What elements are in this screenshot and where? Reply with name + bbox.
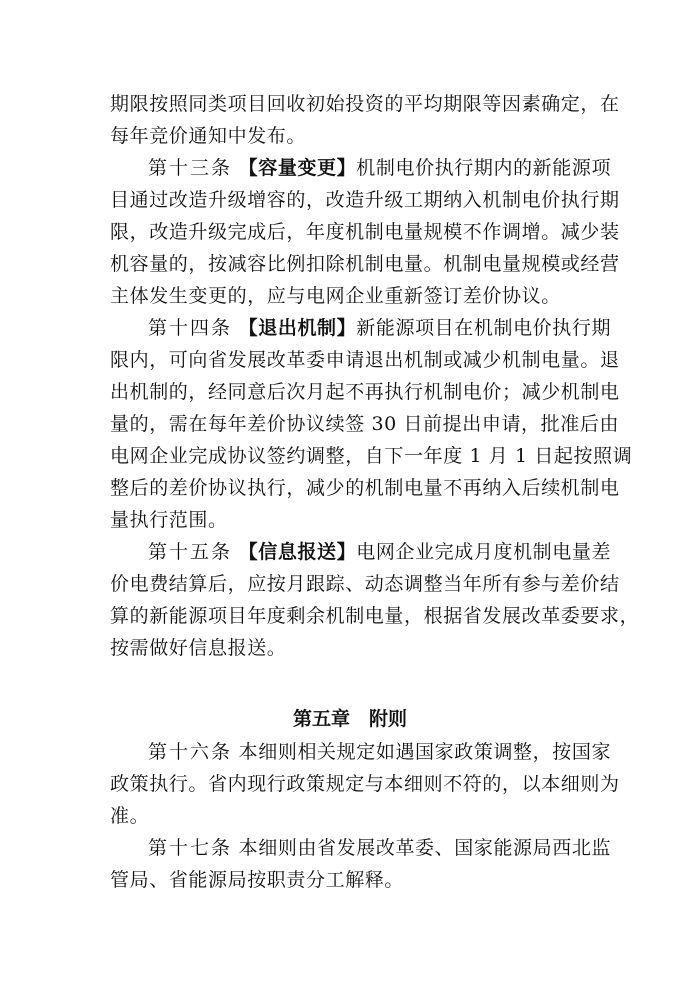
paragraph-line: 算的新能源项目年度剩余机制电量，根据省发展改革委要求，	[110, 605, 640, 627]
article-heading: 【信息报送】	[238, 541, 357, 563]
paragraph-line: 按需做好信息报送。	[110, 637, 287, 659]
article-13-first-line	[148, 155, 612, 181]
paragraph-line: 量执行范围。	[110, 509, 228, 531]
article-heading: 【容量变更】	[238, 157, 357, 179]
article-number: 第十四条	[148, 317, 233, 339]
chapter-heading: 第五章 附则	[292, 708, 407, 730]
paragraph-line: 电网企业完成协议签约调整，自下一年度 1 月 1 日起按照调	[110, 445, 633, 467]
paragraph-line: 价电费结算后，应按月跟踪、动态调整当年所有参与差价结	[110, 573, 620, 595]
article-number: 第十七条	[148, 837, 233, 859]
article-16-first-line	[148, 739, 612, 765]
paragraph-text: 机制电价执行期内的新能源项	[356, 157, 612, 179]
paragraph-line: 限内，可向省发展改革委申请退出机制或减少机制电量。退	[110, 349, 620, 371]
paragraph-text: 电网企业完成月度机制电量差	[356, 541, 612, 563]
article-number: 第十六条	[148, 741, 233, 763]
paragraph-line: 目通过改造升级增容的，改造升级工期纳入机制电价执行期	[110, 189, 620, 211]
paragraph-text: 本细则相关规定如遇国家政策调整，按国家	[238, 741, 612, 763]
paragraph-line: 准。	[110, 805, 150, 827]
article-17-first-line	[148, 835, 612, 861]
paragraph-line: 每年竞价通知中发布。	[110, 125, 307, 147]
paragraph-line: 整后的差价协议执行，减少的机制电量不再纳入后续机制电	[110, 477, 620, 499]
paragraph-text: 本细则由省发展改革委、国家能源局西北监	[238, 837, 612, 859]
paragraph-line: 期限按照同类项目回收初始投资的平均期限等因素确定，在	[110, 93, 620, 115]
paragraph-line: 管局、省能源局按职责分工解释。	[110, 869, 405, 891]
article-number: 第十三条	[148, 157, 233, 179]
paragraph-line: 政策执行。省内现行政策规定与本细则不符的，以本细则为	[110, 773, 620, 795]
paragraph-line: 出机制的，经同意后次月起不再执行机制电价；减少机制电	[110, 381, 620, 403]
paragraph-line: 量的，需在每年差价协议续签 30 日前提出申请，批准后由	[110, 413, 620, 435]
article-14-first-line	[148, 315, 612, 341]
paragraph-line: 限，改造升级完成后，年度机制电量规模不作调增。减少装	[110, 221, 620, 243]
article-heading: 【退出机制】	[238, 317, 357, 339]
paragraph-line: 主体发生变更的，应与电网企业重新签订差价协议。	[110, 285, 561, 307]
article-15-first-line	[148, 539, 612, 565]
paragraph-line: 机容量的，按减容比例扣除机制电量。机制电量规模或经营	[110, 253, 620, 275]
paragraph-text: 新能源项目在机制电价执行期	[356, 317, 612, 339]
article-number: 第十五条	[148, 541, 233, 563]
